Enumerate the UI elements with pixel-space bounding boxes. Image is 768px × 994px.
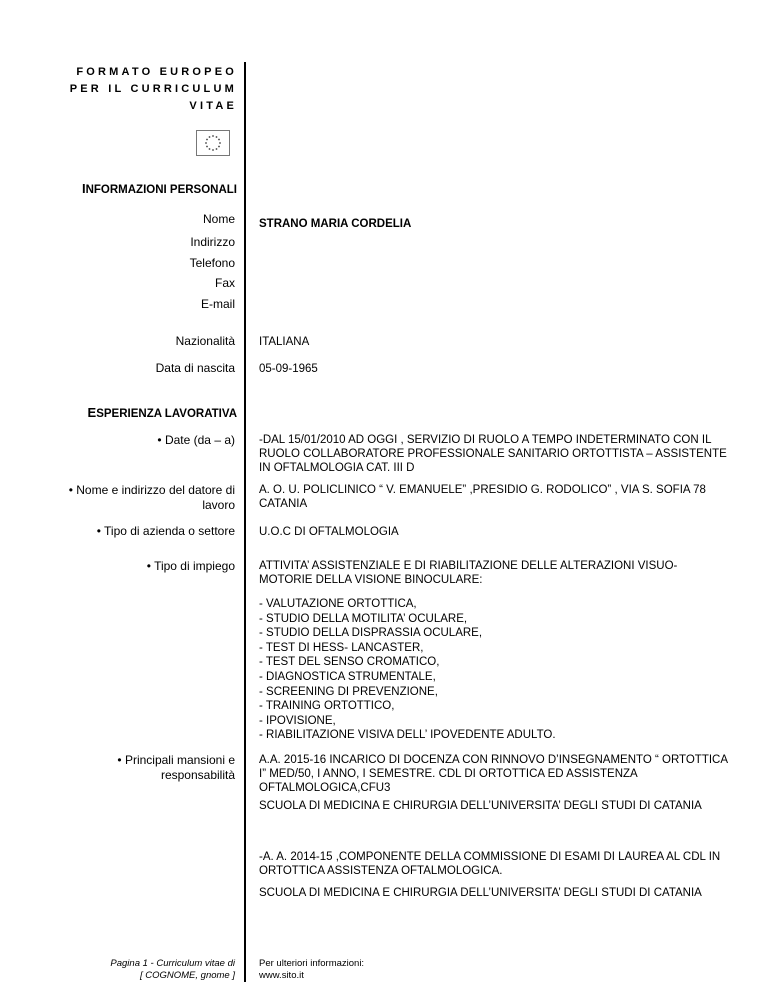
nationality-label: Nazionalità xyxy=(175,334,235,348)
fax-label: Fax xyxy=(214,276,235,290)
address-label: Indirizzo xyxy=(190,235,235,249)
employer-label: • Nome e indirizzo del datore di lavoro xyxy=(68,483,235,512)
cv-title-line3: VITAE xyxy=(189,100,237,112)
name-value: STRANO MARIA CORDELIA xyxy=(259,218,412,230)
dates-label: • Date (da – a) xyxy=(157,433,235,447)
list-item: - SCREENING DI PREVENZIONE, xyxy=(259,685,438,698)
list-item: - RIABILITAZIONE VISIVA DELL’ IPOVEDENTE ADULTO. xyxy=(259,729,556,742)
activities-list xyxy=(259,597,556,743)
list-item: - STUDIO DELLA MOTILITA’ OCULARE, xyxy=(259,612,468,625)
dates-value: -DAL 15/01/2010 AD OGGI , SERVIZIO DI RUOLO A TEMPO INDETERMINATO CON IL RUOLO COLLABORATORE PROFESSIONALE SANITARIO ORTOTTISTA – ASSISTENTE IN OFTALMOLOGIA CAT. III D xyxy=(259,434,727,474)
list-item: - IPOVISIONE, xyxy=(259,714,336,727)
page-footer-right: Per ulteriori informazioni: www.sito.it xyxy=(259,958,365,981)
duties-paragraph-1: A.A. 2015-16 INCARICO DI DOCENZA CON RINNOVO D’INSEGNAMENTO “ ORTOTTICA I” MED/50, I ANNO, I SEMESTRE. CDL DI ORTOTTICA ED ASSISTENZA OFTALMOLOGICA,CFU3 xyxy=(259,754,728,794)
phone-label: Telefono xyxy=(189,256,235,270)
duties-paragraph-4: SCUOLA DI MEDICINA E CHIRURGIA DELL’UNIVERSITA’ DEGLI STUDI DI CATANIA xyxy=(259,887,702,899)
name-label: Nome xyxy=(202,212,235,226)
email-label: E-mail xyxy=(200,297,235,311)
birth-date-value: 05-09-1965 xyxy=(259,363,318,375)
employer-value: A. O. U. POLICLINICO “ V. EMANUELE” ,PRESIDIO G. RODOLICO” , VIA S. SOFIA 78 CATANIA xyxy=(259,484,706,510)
page-footer-left: Pagina 1 - Curriculum vitae di [ COGNOME, gnome ] xyxy=(110,958,235,981)
sector-label: • Tipo di azienda o settore xyxy=(96,524,235,538)
eu-flag-icon xyxy=(196,130,230,156)
list-item: - TEST DEL SENSO CROMATICO, xyxy=(259,656,440,669)
job-type-label: • Tipo di impiego xyxy=(146,559,235,573)
sector-value: U.O.C DI OFTALMOLOGIA xyxy=(259,526,399,538)
list-item: - TRAINING ORTOTTICO, xyxy=(259,700,395,713)
birth-date-label: Data di nascita xyxy=(155,361,235,375)
duties-label: • Principali mansioni e responsabilità xyxy=(117,753,235,782)
cv-title-line1: FORMATO EUROPEO xyxy=(76,66,237,78)
nationality-value: ITALIANA xyxy=(259,336,310,348)
list-item: - STUDIO DELLA DISPRASSIA OCULARE, xyxy=(259,627,483,640)
list-item: - TEST DI HESS- LANCASTER, xyxy=(259,641,424,654)
job-type-value: ATTIVITA’ ASSISTENZIALE E DI RIABILITAZIONE DELLE ALTERAZIONI VISUO-MOTORIE DELLA VISIONE BINOCULARE: xyxy=(259,560,678,586)
cv-title-line2: PER IL CURRICULUM xyxy=(69,83,237,95)
list-item: - DIAGNOSTICA STRUMENTALE, xyxy=(259,670,436,683)
duties-paragraph-3: -A. A. 2014-15 ,COMPONENTE DELLA COMMISSIONE DI ESAMI DI LAUREA AL CDL IN ORTOTTICA ASSISTENZA OFTALMOLOGICA. xyxy=(259,851,721,877)
column-divider xyxy=(244,62,246,982)
duties-paragraph-2: SCUOLA DI MEDICINA E CHIRURGIA DELL’UNIVERSITA’ DEGLI STUDI DI CATANIA xyxy=(259,800,702,812)
list-item: - VALUTAZIONE ORTOTTICA, xyxy=(259,598,417,610)
section-title-experience: ESPERIENZA LAVORATIVA xyxy=(87,405,237,420)
section-title-personal: INFORMAZIONI PERSONALI xyxy=(81,181,237,196)
